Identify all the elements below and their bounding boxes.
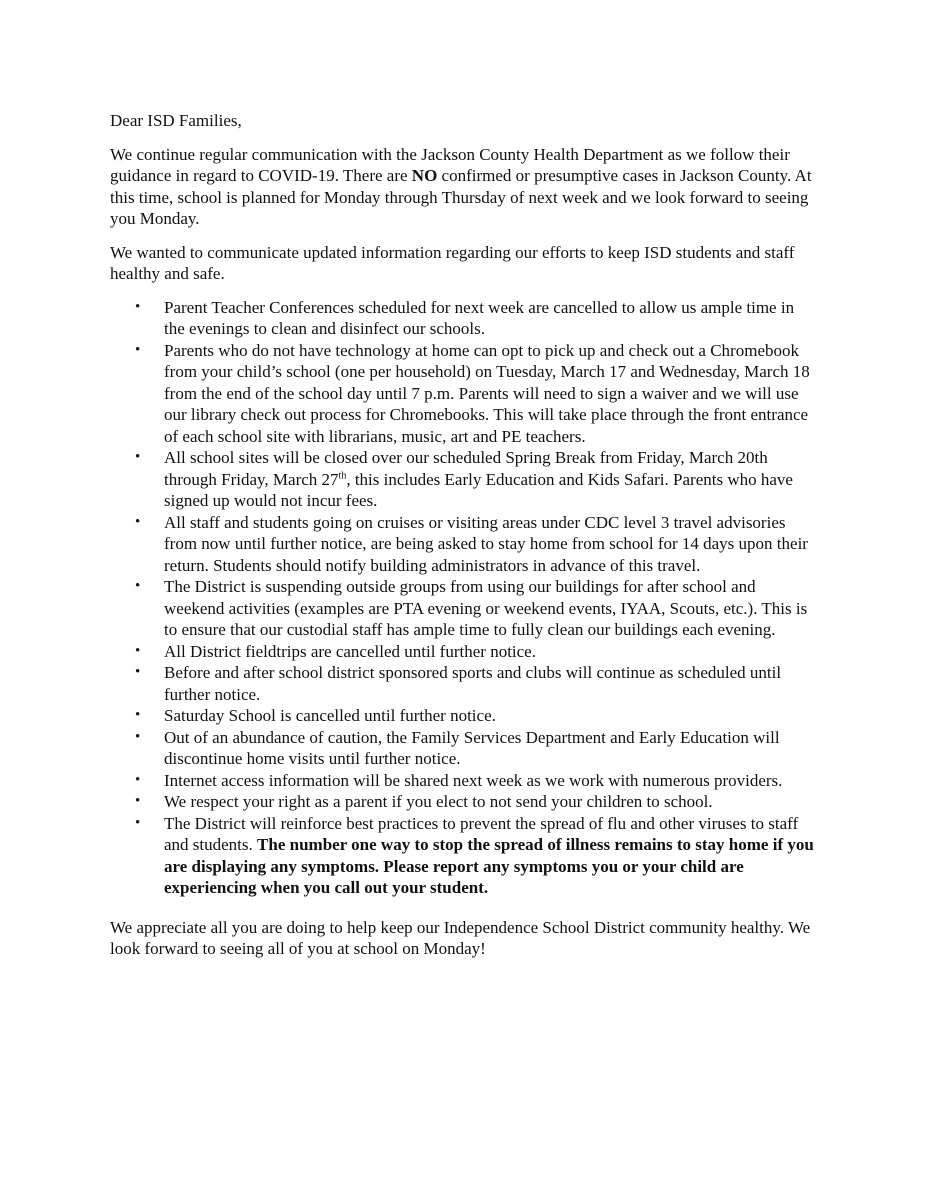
bullet-icon: • <box>135 449 141 465</box>
list-item <box>110 813 817 899</box>
list-item <box>110 576 817 641</box>
list-item-text: We respect your right as a parent if you elect to not send your children to school. <box>164 792 713 811</box>
list-item <box>110 297 817 340</box>
list-item-text: Parents who do not have technology at home can opt to pick up and check out a Chromebook from your child’s school (one per household) on Tuesday, March 17 and Wednesday, March 18 from the end of the school day until 7 p.m. Parents will need to sign a waiver and we will use our library check out process for Chromebooks. This will take place through the front entrance of each school site with librarians, music, art and PE teachers. <box>164 340 810 446</box>
list-item <box>110 447 817 512</box>
bullet-icon: • <box>135 793 141 809</box>
bullet-icon: • <box>135 814 141 831</box>
salutation: Dear ISD Families, <box>110 111 242 130</box>
closing-paragraph: We appreciate all you are doing to help keep our Independence School District community healthy. We look forward to seeing all of you at school on Monday! <box>110 917 811 958</box>
list-item-text: Before and after school district sponsored sports and clubs will continue as scheduled until further notice. <box>164 663 782 704</box>
intro-paragraph <box>110 144 817 230</box>
bullet-icon: • <box>135 728 141 745</box>
bullet-icon: • <box>135 642 141 659</box>
bullet-icon: • <box>135 771 141 788</box>
emphasis-text: The number one way to stop the spread of illness remains to stay home if you are displaying any symptoms. Please report any symptoms you or your child are experiencing when you call out your student. <box>164 835 814 897</box>
bullet-icon: • <box>135 664 141 680</box>
list-item-text: All school sites will be closed over our scheduled Spring Break from Friday, March 20th through Friday, March 27 <box>164 448 768 489</box>
bullet-icon: • <box>135 298 141 315</box>
list-item-text: Internet access information will be shared next week as we work with numerous providers. <box>164 770 783 790</box>
list-item <box>110 340 817 448</box>
list-item <box>110 705 817 727</box>
intro-text-1: We continue regular communication with the Jackson County Health Department as we follow their guidance in regard to COVID-19. There are <box>110 144 790 185</box>
bullet-icon: • <box>135 341 141 358</box>
superscript-th: th <box>338 469 347 481</box>
bullet-icon: • <box>135 707 141 723</box>
list-item-text: All staff and students going on cruises or visiting areas under CDC level 3 travel advisories from now until further notice, are being asked to stay home from school for 14 days upon their return. Students should notify building administrators in advance of this travel. <box>164 512 808 575</box>
list-item <box>110 727 817 770</box>
list-item <box>110 512 817 577</box>
bullet-icon: • <box>135 578 141 594</box>
list-item-text: The District will reinforce best practices to prevent the spread of flu and other viruses to staff and students. <box>164 813 799 854</box>
list-item <box>110 641 817 663</box>
list-item-text: The District is suspending outside groups from using our buildings for after school and weekend activities (examples are PTA evening or weekend events, IYAA, Scouts, etc.). This is to ensure that our custodial staff has ample time to fully clean our buildings each evening. <box>164 577 808 639</box>
list-item <box>110 662 817 705</box>
list-item-text: Saturday School is cancelled until further notice. <box>164 706 496 725</box>
list-item-text: Out of an abundance of caution, the Family Services Department and Early Education will discontinue home visits until further notice. <box>164 727 780 768</box>
update-paragraph: We wanted to communicate updated information regarding our efforts to keep ISD students and staff healthy and safe. <box>110 242 795 283</box>
bullet-icon: • <box>135 513 141 530</box>
list-item-text: All District fieldtrips are cancelled until further notice. <box>164 641 536 661</box>
list-item <box>110 791 817 813</box>
intro-emphasis: NO <box>411 166 438 185</box>
bullet-list <box>110 297 817 899</box>
list-item-text: , this includes Early Education and Kids Safari. Parents who have signed up would not incur fees. <box>164 469 793 510</box>
list-item <box>110 770 817 792</box>
intro-text-2: confirmed or presumptive cases in Jackson County. At this time, school is planned for Monday through Thursday of next week and we look forward to seeing you Monday. <box>110 166 812 228</box>
list-item-text: Parent Teacher Conferences scheduled for next week are cancelled to allow us ample time in the evenings to clean and disinfect our schools. <box>164 297 795 338</box>
